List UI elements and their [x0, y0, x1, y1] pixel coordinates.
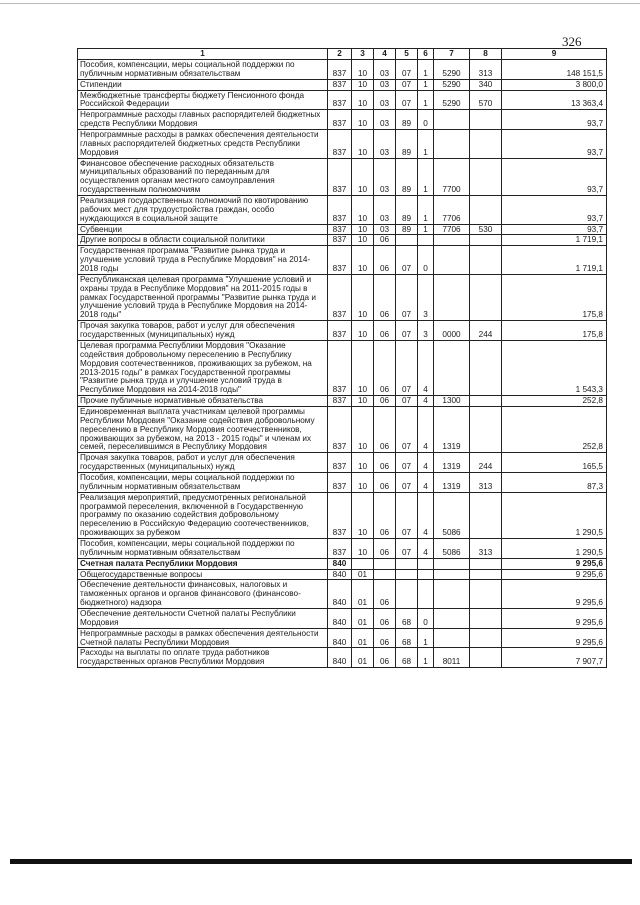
row-ministry-code: 837 — [328, 130, 352, 159]
row-description: Прочая закупка товаров, работ и услуг для обеспечения государственных (муниципальных) нужд — [78, 321, 328, 341]
row-subprogram: 0 — [418, 608, 434, 628]
row-program: 07 — [396, 472, 418, 492]
row-section — [352, 558, 374, 569]
row-amount: 165,5 — [502, 453, 607, 473]
row-amount: 93,7 — [502, 130, 607, 159]
table-header-row — [78, 49, 607, 60]
row-amount: 7 907,7 — [502, 648, 607, 668]
row-section: 10 — [352, 321, 374, 341]
row-subprogram: 1 — [418, 130, 434, 159]
row-amount: 9 295,6 — [502, 628, 607, 648]
row-expense-type — [470, 274, 502, 320]
row-amount: 93,7 — [502, 158, 607, 195]
row-target-item — [434, 608, 470, 628]
row-description: Пособия, компенсации, меры социальной поддержки по публичным нормативным обязательствам — [78, 472, 328, 492]
row-program — [396, 569, 418, 580]
row-program: 89 — [396, 110, 418, 130]
row-program: 07 — [396, 406, 418, 452]
row-description: Другие вопросы в области социальной политики — [78, 235, 328, 246]
row-subsection: 03 — [374, 90, 396, 110]
row-target-item — [434, 628, 470, 648]
row-target-item: 1300 — [434, 396, 470, 407]
header-cell: 2 — [328, 49, 352, 60]
row-target-item — [434, 246, 470, 275]
row-subprogram: 1 — [418, 196, 434, 225]
row-subprogram: 3 — [418, 274, 434, 320]
row-subsection: 06 — [374, 538, 396, 558]
row-expense-type: 530 — [470, 224, 502, 235]
table-row — [78, 224, 607, 235]
table-row — [78, 453, 607, 473]
row-ministry-code: 837 — [328, 453, 352, 473]
row-amount: 1 719,1 — [502, 246, 607, 275]
row-expense-type — [470, 580, 502, 609]
table-row — [78, 648, 607, 668]
row-section: 10 — [352, 472, 374, 492]
row-subsection: 03 — [374, 60, 396, 80]
header-cell: 8 — [470, 49, 502, 60]
row-section: 10 — [352, 340, 374, 395]
row-ministry-code: 837 — [328, 406, 352, 452]
row-program — [396, 558, 418, 569]
row-section: 01 — [352, 608, 374, 628]
row-expense-type — [470, 196, 502, 225]
row-ministry-code: 837 — [328, 110, 352, 130]
row-program: 07 — [396, 321, 418, 341]
row-expense-type: 244 — [470, 321, 502, 341]
row-ministry-code: 837 — [328, 158, 352, 195]
row-expense-type — [470, 558, 502, 569]
row-section: 10 — [352, 492, 374, 538]
header-cell: 3 — [352, 49, 374, 60]
row-description: Межбюджетные трансферты бюджету Пенсионного фонда Российской Федерации — [78, 90, 328, 110]
table-row — [78, 558, 607, 569]
row-section: 10 — [352, 60, 374, 80]
table-row — [78, 608, 607, 628]
row-target-item — [434, 130, 470, 159]
row-expense-type — [470, 628, 502, 648]
row-section: 10 — [352, 235, 374, 246]
row-target-item: 1319 — [434, 453, 470, 473]
row-description: Реализация мероприятий, предусмотренных региональной программой переселения, включенной в Государственную программу по оказанию содействия добровольному переселению в Российскую Федерацию соотечественников, проживающих за рубежом — [78, 492, 328, 538]
row-description: Прочие публичные нормативные обязательства — [78, 396, 328, 407]
table-row — [78, 246, 607, 275]
row-program: 89 — [396, 224, 418, 235]
row-target-item — [434, 340, 470, 395]
header-cell: 1 — [78, 49, 328, 60]
table-row — [78, 396, 607, 407]
row-expense-type: 570 — [470, 90, 502, 110]
row-program: 89 — [396, 130, 418, 159]
table-row — [78, 60, 607, 80]
row-description: Финансовое обеспечение расходных обязательств муниципальных образований по переданным для осуществления органам местного самоуправления государственным полномочиям — [78, 158, 328, 195]
row-program: 07 — [396, 90, 418, 110]
row-ministry-code: 837 — [328, 224, 352, 235]
row-amount: 9 295,6 — [502, 558, 607, 569]
row-subsection: 06 — [374, 472, 396, 492]
row-section: 10 — [352, 538, 374, 558]
row-target-item: 7706 — [434, 224, 470, 235]
header-cell: 7 — [434, 49, 470, 60]
header-cell: 5 — [396, 49, 418, 60]
header-cell: 6 — [418, 49, 434, 60]
row-subprogram: 4 — [418, 396, 434, 407]
row-amount: 175,8 — [502, 274, 607, 320]
row-description: Непрограммные расходы в рамках обеспечения деятельности главных распорядителей бюджетных средств Республики Мордовия — [78, 130, 328, 159]
row-expense-type — [470, 340, 502, 395]
row-expense-type — [470, 608, 502, 628]
row-amount: 93,7 — [502, 110, 607, 130]
row-section: 10 — [352, 396, 374, 407]
row-program: 07 — [396, 79, 418, 90]
row-ministry-code: 840 — [328, 648, 352, 668]
table-row — [78, 274, 607, 320]
row-subsection: 06 — [374, 580, 396, 609]
row-subprogram: 1 — [418, 60, 434, 80]
scan-edge-line — [0, 3, 640, 4]
row-program: 89 — [396, 158, 418, 195]
row-target-item: 7700 — [434, 158, 470, 195]
row-section: 10 — [352, 453, 374, 473]
row-subprogram: 0 — [418, 110, 434, 130]
row-ministry-code: 837 — [328, 472, 352, 492]
row-expense-type — [470, 406, 502, 452]
row-ministry-code: 837 — [328, 79, 352, 90]
row-amount: 9 295,6 — [502, 580, 607, 609]
row-section: 10 — [352, 130, 374, 159]
row-subsection: 03 — [374, 158, 396, 195]
table-row — [78, 90, 607, 110]
row-amount: 252,8 — [502, 396, 607, 407]
row-expense-type: 313 — [470, 538, 502, 558]
row-amount: 93,7 — [502, 196, 607, 225]
row-description: Реализация государственных полномочий по квотированию рабочих мест для трудоустройства граждан, особо нуждающихся в социальной защите — [78, 196, 328, 225]
row-description: Обеспечение деятельности Счетной палаты Республики Мордовия — [78, 608, 328, 628]
table-row — [78, 79, 607, 90]
row-program: 07 — [396, 274, 418, 320]
table-row — [78, 569, 607, 580]
row-program: 07 — [396, 538, 418, 558]
table-row — [78, 580, 607, 609]
row-section: 01 — [352, 580, 374, 609]
row-ministry-code: 837 — [328, 235, 352, 246]
row-subsection: 03 — [374, 130, 396, 159]
table-row — [78, 492, 607, 538]
row-ministry-code: 837 — [328, 538, 352, 558]
row-amount: 1 290,5 — [502, 492, 607, 538]
row-subsection: 06 — [374, 340, 396, 395]
row-ministry-code: 837 — [328, 274, 352, 320]
row-subprogram — [418, 235, 434, 246]
table-row — [78, 235, 607, 246]
row-subsection: 06 — [374, 321, 396, 341]
row-ministry-code: 837 — [328, 196, 352, 225]
row-expense-type — [470, 130, 502, 159]
row-amount: 93,7 — [502, 224, 607, 235]
row-target-item: 5290 — [434, 90, 470, 110]
scan-bottom-bar — [10, 859, 632, 864]
row-amount: 87,3 — [502, 472, 607, 492]
row-section: 10 — [352, 158, 374, 195]
row-expense-type — [470, 235, 502, 246]
row-program: 07 — [396, 396, 418, 407]
row-program — [396, 235, 418, 246]
row-subprogram: 1 — [418, 224, 434, 235]
row-subprogram: 4 — [418, 472, 434, 492]
row-description: Прочая закупка товаров, работ и услуг для обеспечения государственных (муниципальных) нужд — [78, 453, 328, 473]
row-amount: 252,8 — [502, 406, 607, 452]
row-ministry-code: 840 — [328, 608, 352, 628]
row-target-item: 5086 — [434, 492, 470, 538]
budget-table — [77, 48, 607, 668]
row-expense-type — [470, 492, 502, 538]
row-target-item — [434, 558, 470, 569]
row-subprogram: 3 — [418, 321, 434, 341]
header-cell: 4 — [374, 49, 396, 60]
row-subprogram: 1 — [418, 158, 434, 195]
row-program: 68 — [396, 628, 418, 648]
table-row — [78, 130, 607, 159]
row-target-item: 5290 — [434, 60, 470, 80]
table-row — [78, 406, 607, 452]
row-section: 01 — [352, 648, 374, 668]
row-subprogram: 4 — [418, 492, 434, 538]
row-target-item — [434, 110, 470, 130]
row-subprogram: 4 — [418, 340, 434, 395]
row-section: 10 — [352, 90, 374, 110]
row-description: Пособия, компенсации, меры социальной поддержки по публичным нормативным обязательствам — [78, 538, 328, 558]
row-section: 10 — [352, 246, 374, 275]
row-amount: 175,8 — [502, 321, 607, 341]
row-description: Непрограммные расходы в рамках обеспечения деятельности Счетной палаты Республики Мордовия — [78, 628, 328, 648]
row-expense-type — [470, 396, 502, 407]
row-amount: 1 543,3 — [502, 340, 607, 395]
row-subsection: 06 — [374, 246, 396, 275]
row-target-item: 5290 — [434, 79, 470, 90]
row-ministry-code: 837 — [328, 246, 352, 275]
row-subsection: 03 — [374, 224, 396, 235]
row-ministry-code: 840 — [328, 628, 352, 648]
row-subprogram: 1 — [418, 628, 434, 648]
row-program: 89 — [396, 196, 418, 225]
row-section: 01 — [352, 628, 374, 648]
row-subprogram: 1 — [418, 648, 434, 668]
row-description: Расходы на выплаты по оплате труда работников государственных органов Республики Мордовия — [78, 648, 328, 668]
page-number: 326 — [562, 34, 582, 49]
row-subsection — [374, 558, 396, 569]
row-ministry-code: 837 — [328, 340, 352, 395]
row-amount: 13 363,4 — [502, 90, 607, 110]
row-target-item — [434, 274, 470, 320]
row-subprogram — [418, 558, 434, 569]
row-program: 07 — [396, 60, 418, 80]
row-target-item: 1319 — [434, 472, 470, 492]
row-subprogram: 0 — [418, 246, 434, 275]
row-subsection: 06 — [374, 608, 396, 628]
table-row — [78, 321, 607, 341]
row-ministry-code: 840 — [328, 558, 352, 569]
row-target-item: 7706 — [434, 196, 470, 225]
row-expense-type — [470, 569, 502, 580]
row-subprogram: 4 — [418, 406, 434, 452]
row-ministry-code: 837 — [328, 90, 352, 110]
row-section: 10 — [352, 274, 374, 320]
row-description: Общегосударственные вопросы — [78, 569, 328, 580]
row-amount: 9 295,6 — [502, 569, 607, 580]
table-row — [78, 340, 607, 395]
row-section: 10 — [352, 406, 374, 452]
row-target-item: 8011 — [434, 648, 470, 668]
row-subsection: 06 — [374, 235, 396, 246]
row-description: Единовременная выплата участникам целевой программы Республики Мордовия "Оказание содействия добровольному переселению в Республику Мордовия соотечественников, проживающих за рубежом, на 2013 - 2015 годы" и членам их семей, переселившимся в Республику Мордовия — [78, 406, 328, 452]
row-target-item — [434, 569, 470, 580]
row-target-item — [434, 235, 470, 246]
row-target-item: 5086 — [434, 538, 470, 558]
row-program: 07 — [396, 453, 418, 473]
row-subprogram — [418, 569, 434, 580]
row-ministry-code: 837 — [328, 321, 352, 341]
row-ministry-code: 837 — [328, 60, 352, 80]
row-expense-type: 244 — [470, 453, 502, 473]
row-subsection: 03 — [374, 79, 396, 90]
row-target-item: 1319 — [434, 406, 470, 452]
table-row — [78, 538, 607, 558]
row-description: Государственная программа "Развитие рынка труда и улучшение условий труда в Республике Мордовия" на 2014-2018 годы — [78, 246, 328, 275]
row-description: Непрограммные расходы главных распорядителей бюджетных средств Республики Мордовия — [78, 110, 328, 130]
row-section: 10 — [352, 224, 374, 235]
row-subprogram: 4 — [418, 538, 434, 558]
row-subsection: 03 — [374, 110, 396, 130]
row-description: Субвенции — [78, 224, 328, 235]
row-program — [396, 580, 418, 609]
row-subsection: 06 — [374, 396, 396, 407]
row-description: Пособия, компенсации, меры социальной поддержки по публичным нормативным обязательствам — [78, 60, 328, 80]
row-subprogram: 1 — [418, 90, 434, 110]
row-subprogram: 1 — [418, 79, 434, 90]
row-ministry-code: 840 — [328, 569, 352, 580]
row-ministry-code: 837 — [328, 396, 352, 407]
row-target-item: 0000 — [434, 321, 470, 341]
row-program: 68 — [396, 648, 418, 668]
row-ministry-code: 837 — [328, 492, 352, 538]
row-subprogram — [418, 580, 434, 609]
row-amount: 148 151,5 — [502, 60, 607, 80]
row-section: 10 — [352, 196, 374, 225]
table-row — [78, 628, 607, 648]
row-ministry-code: 840 — [328, 580, 352, 609]
row-description: Республиканская целевая программа "Улучшение условий и охраны труда в Республике Мордовия" на 2011-2015 годы в рамках Государственной программы "Развитие рынка труда и улучшение условий труда в Республике Мордовия на 2014-2018 годы" — [78, 274, 328, 320]
row-subsection: 06 — [374, 453, 396, 473]
row-program: 07 — [396, 492, 418, 538]
row-amount: 9 295,6 — [502, 608, 607, 628]
row-section: 10 — [352, 79, 374, 90]
row-amount: 1 719,1 — [502, 235, 607, 246]
row-target-item — [434, 580, 470, 609]
row-expense-type — [470, 110, 502, 130]
table-row — [78, 158, 607, 195]
row-section: 10 — [352, 110, 374, 130]
row-description: Стипендии — [78, 79, 328, 90]
row-subsection: 06 — [374, 628, 396, 648]
row-subsection — [374, 569, 396, 580]
row-subsection: 06 — [374, 648, 396, 668]
table-row — [78, 110, 607, 130]
row-section: 01 — [352, 569, 374, 580]
row-expense-type: 313 — [470, 60, 502, 80]
row-subsection: 06 — [374, 492, 396, 538]
table-row — [78, 196, 607, 225]
row-subprogram: 4 — [418, 453, 434, 473]
row-expense-type — [470, 246, 502, 275]
row-amount: 1 290,5 — [502, 538, 607, 558]
row-expense-type: 340 — [470, 79, 502, 90]
row-program: 68 — [396, 608, 418, 628]
row-subsection: 03 — [374, 196, 396, 225]
row-program: 07 — [396, 246, 418, 275]
row-subsection: 06 — [374, 274, 396, 320]
row-description: Счетная палата Республики Мордовия — [78, 558, 328, 569]
row-amount: 3 800,0 — [502, 79, 607, 90]
row-subsection: 06 — [374, 406, 396, 452]
row-description: Целевая программа Республики Мордовия "Оказание содействия добровольному переселению в Республику Мордовия соотечественников, проживающих за рубежом, на 2013-2015 годы" в рамках Государственной программы "Развитие рынка труда и улучшение условий труда в Республике Мордовия на 2014-2018 годы" — [78, 340, 328, 395]
header-cell: 9 — [502, 49, 607, 60]
row-description: Обеспечение деятельности финансовых, налоговых и таможенных органов и органов финансового (финансово-бюджетного) надзора — [78, 580, 328, 609]
row-expense-type: 313 — [470, 472, 502, 492]
row-expense-type — [470, 158, 502, 195]
row-expense-type — [470, 648, 502, 668]
table-row — [78, 472, 607, 492]
row-program: 07 — [396, 340, 418, 395]
